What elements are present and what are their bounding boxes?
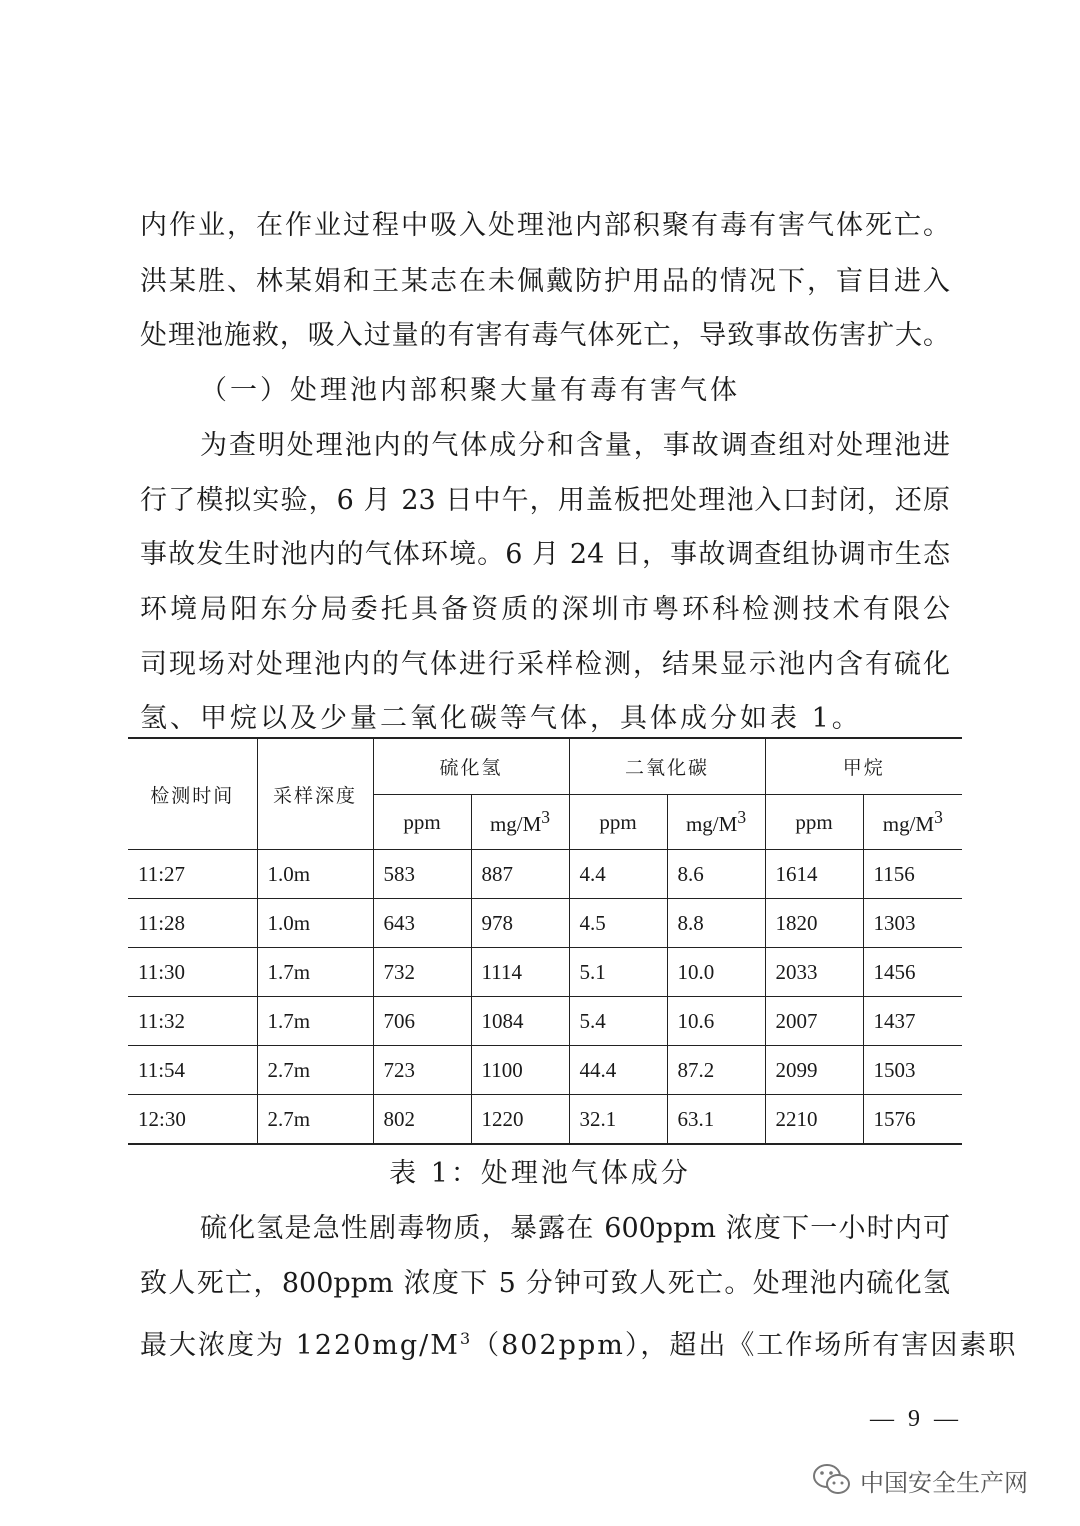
cell-value: 1084 — [471, 997, 569, 1046]
cell-value: 1303 — [863, 899, 962, 948]
cell-value: 2210 — [765, 1095, 863, 1145]
cell-value: 1576 — [863, 1095, 962, 1145]
cell-value: 1456 — [863, 948, 962, 997]
cell-depth: 1.0m — [257, 850, 373, 899]
cell-value: 2099 — [765, 1046, 863, 1095]
paragraph-line: 内作业，在作业过程中吸入处理池内部积聚有毒有害气体死亡。 — [140, 210, 950, 241]
paragraph-line — [140, 1319, 1018, 1366]
paragraph-line: 为查明处理池内的气体成分和含量，事故调查组对处理池进 — [200, 430, 950, 461]
cell-time: 11:32 — [128, 997, 257, 1046]
wechat-icon — [812, 1462, 852, 1498]
cell-time: 12:30 — [128, 1095, 257, 1145]
cell-value: 32.1 — [569, 1095, 667, 1145]
table-row — [128, 1095, 962, 1145]
cell-value: 723 — [373, 1046, 471, 1095]
unit-ppm: ppm — [373, 795, 471, 850]
cell-depth: 1.0m — [257, 899, 373, 948]
cell-value: 8.6 — [667, 850, 765, 899]
cell-value: 706 — [373, 997, 471, 1046]
text-segment: 最大浓度为 1220mg/M — [140, 1330, 460, 1361]
cell-value: 1437 — [863, 997, 962, 1046]
paragraph-line: 致人死亡，800ppm 浓度下 5 分钟可致人死亡。处理池内硫化氢 — [140, 1268, 950, 1299]
unit-mg: $mg/M^3$ — [863, 795, 962, 850]
cell-time: 11:27 — [128, 850, 257, 899]
paragraph-line: 环境局阳东分局委托具备资质的深圳市粤环科检测技术有限公 — [140, 594, 950, 625]
cell-value: 4.4 — [569, 850, 667, 899]
cell-depth: 2.7m — [257, 1046, 373, 1095]
paragraph-line: 事故发生时池内的气体环境。6 月 24 日，事故调查组协调市生态 — [140, 539, 950, 570]
cell-value: 1614 — [765, 850, 863, 899]
cell-value: 1503 — [863, 1046, 962, 1095]
cell-value: 1820 — [765, 899, 863, 948]
cell-value: 1100 — [471, 1046, 569, 1095]
cell-value: 5.1 — [569, 948, 667, 997]
cell-time: 11:28 — [128, 899, 257, 948]
cell-value: 44.4 — [569, 1046, 667, 1095]
table-row — [128, 997, 962, 1046]
paragraph-line: 洪某胜、林某娟和王某志在未佩戴防护用品的情况下，盲目进入 — [140, 266, 950, 297]
table-row — [128, 948, 962, 997]
header-ch4: 甲烷 — [765, 738, 962, 795]
unit-mg: $mg/M^3$ — [471, 795, 569, 850]
cell-value: 583 — [373, 850, 471, 899]
cell-value: 10.6 — [667, 997, 765, 1046]
unit-mg: $mg/M^3$ — [667, 795, 765, 850]
paragraph-line: 氢、甲烷以及少量二氧化碳等气体，具体成分如表 1。 — [140, 703, 862, 734]
page-number: — 9 — — [870, 1406, 962, 1432]
cell-depth: 2.7m — [257, 1095, 373, 1145]
paragraph-line: 处理池施救，吸入过量的有害有毒气体死亡，导致事故伤害扩大。 — [140, 320, 950, 351]
header-depth: 采样深度 — [257, 738, 373, 850]
unit-ppm: ppm — [569, 795, 667, 850]
unit-ppm: ppm — [765, 795, 863, 850]
cell-value: 1220 — [471, 1095, 569, 1145]
cell-value: 63.1 — [667, 1095, 765, 1145]
cell-value: 643 — [373, 899, 471, 948]
cell-value: 8.8 — [667, 899, 765, 948]
cell-depth: 1.7m — [257, 948, 373, 997]
cell-time: 11:54 — [128, 1046, 257, 1095]
cell-time: 11:30 — [128, 948, 257, 997]
cell-value: 732 — [373, 948, 471, 997]
cell-value: 1114 — [471, 948, 569, 997]
paragraph-line: 行了模拟实验，6 月 23 日中午，用盖板把处理池入口封闭，还原 — [140, 485, 950, 516]
cell-value: 5.4 — [569, 997, 667, 1046]
watermark-text: 中国安全生产网 — [860, 1468, 1028, 1497]
section-heading: （一）处理池内部积聚大量有毒有害气体 — [200, 375, 740, 406]
text-segment: （802ppm），超出《工作场所有害因素职 — [472, 1330, 1018, 1361]
table-row — [128, 850, 962, 899]
watermark — [812, 1460, 1028, 1500]
cell-value: 802 — [373, 1095, 471, 1145]
cell-value: 2033 — [765, 948, 863, 997]
paragraph-line: 硫化氢是急性剧毒物质，暴露在 600ppm 浓度下一小时内可 — [200, 1213, 950, 1244]
cell-value: 10.0 — [667, 948, 765, 997]
cell-value: 87.2 — [667, 1046, 765, 1095]
gas-composition-table — [128, 737, 962, 1145]
header-h2s: 硫化氢 — [373, 738, 569, 795]
cell-value: 887 — [471, 850, 569, 899]
header-time: 检测时间 — [128, 738, 257, 850]
table-row — [128, 899, 962, 948]
superscript: 3 — [459, 1329, 473, 1348]
cell-value: 1156 — [863, 850, 962, 899]
header-co2: 二氧化碳 — [569, 738, 765, 795]
cell-value: 4.5 — [569, 899, 667, 948]
table-row — [128, 1046, 962, 1095]
cell-value: 978 — [471, 899, 569, 948]
cell-depth: 1.7m — [257, 997, 373, 1046]
paragraph-line: 司现场对处理池内的气体进行采样检测，结果显示池内含有硫化 — [140, 649, 950, 680]
cell-value: 2007 — [765, 997, 863, 1046]
table-caption: 表 1：处理池气体成分 — [389, 1158, 691, 1189]
